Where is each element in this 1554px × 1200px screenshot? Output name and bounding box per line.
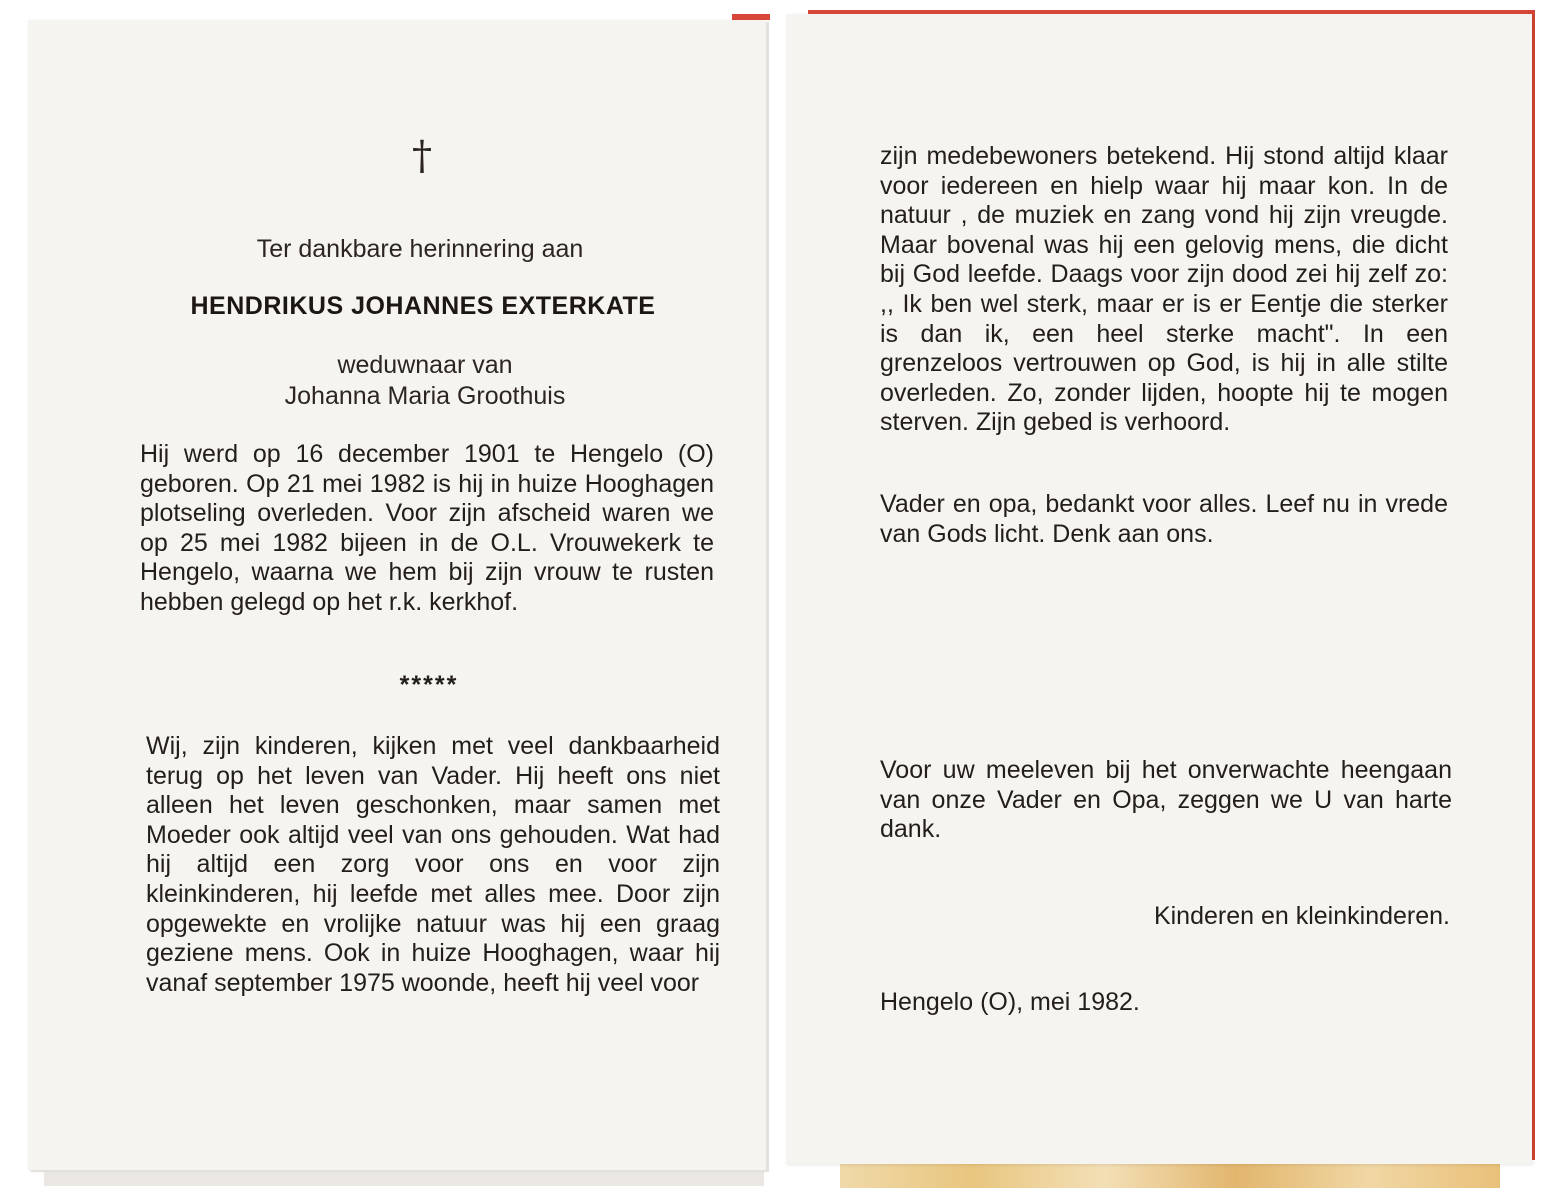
- biography-paragraph: Hij werd op 16 december 1901 te Hengelo (O) geboren. Op 21 mei 1982 is hij in huize Hooghagen plotseling overleden. Voor zijn afscheid waren we op 25 mei 1982 bijeen in de O.L. Vrouwekerk te Hengelo, waarna we hem bij zijn vrouw te rusten hebben gelegd op het r.k. kerkhof.: [140, 440, 714, 616]
- cross-icon: †: [412, 133, 432, 179]
- tribute-paragraph: Wij, zijn kinderen, kijken met veel dankbaarheid terug op het leven van Vader. Hij heeft ons niet alleen het leven geschonken, maar samen met Moeder ook altijd veel van ons gehouden. Wat had hij altijd een zorg voor ons en voor zijn kleinkinderen, hij leefde met alles mee. Door zijn opgewekte en vrolijke natuur was hij een graag geziene mens. Ook in huize Hooghagen, waar hij vanaf september 1975 woonde, heeft hij veel voor: [146, 732, 720, 997]
- thanks-paragraph: Voor uw meeleven bij het onverwachte heengaan van onze Vader en Opa, zeggen we U van harte dank.: [880, 756, 1452, 844]
- deceased-name: HENDRIKUS JOHANNES EXTERKATE: [190, 292, 656, 320]
- widower-label: weduwnaar van: [337, 351, 513, 379]
- tribute-continued-paragraph: zijn medebewoners betekend. Hij stond altijd klaar voor iedereen en hielp waar hij maar kon. In de natuur , de muziek en zang vond hij zijn vreugde. Maar bovenal was hij een gelovig mens, die dicht bij God leefde. Daags voor zijn dood zei hij zelf zo: ,, Ik ben wel sterk, maar er is er Eentje die sterker is dan ik, een heel sterke macht". In een grenzeloos vertrouwen op God, is hij in alle stilte overleden. Zo, zonder lijden, hoopte hij te mogen sterven. Zijn gebed is verhoord.: [880, 142, 1448, 437]
- widower-of: [140, 350, 710, 412]
- farewell-paragraph: Vader en opa, bedankt voor alles. Leef nu in vrede van Gods licht. Denk aan ons.: [880, 490, 1448, 548]
- intro-text: Ter dankbare herinnering aan: [256, 235, 584, 263]
- signature: Kinderen en kleinkinderen.: [1153, 902, 1450, 930]
- separator-stars: *****: [399, 671, 459, 699]
- underlying-card-edge-left: [44, 1150, 764, 1186]
- spouse-name: Johanna Maria Groothuis: [284, 382, 566, 410]
- place-and-date: Hengelo (O), mei 1982.: [880, 988, 1140, 1016]
